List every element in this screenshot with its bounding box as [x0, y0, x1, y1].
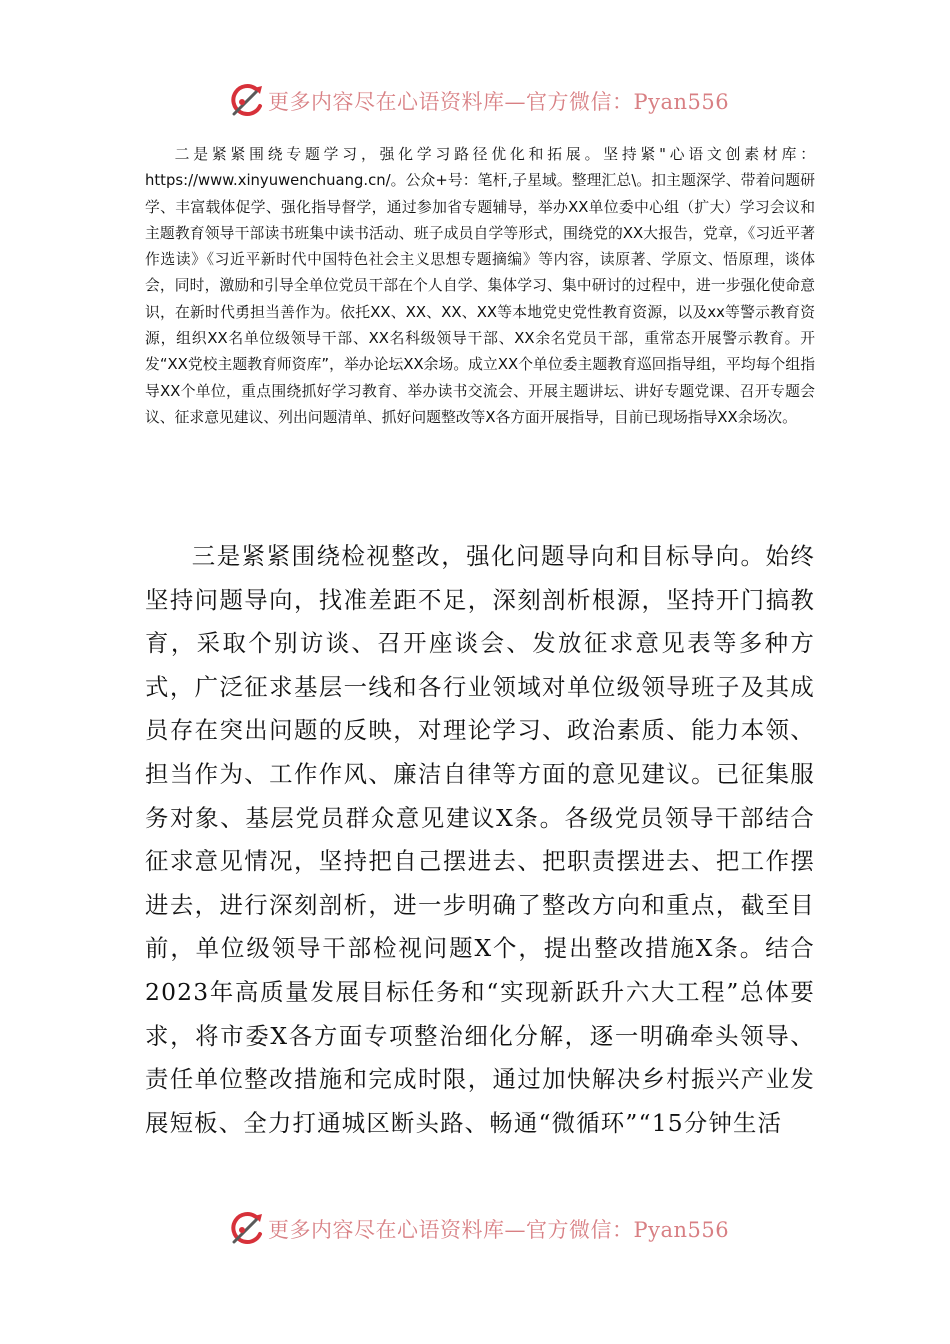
footer-banner-text: 更多内容尽在心语资料库—官方微信：Pyan556	[268, 1218, 730, 1242]
header-banner-text: 更多内容尽在心语资料库—官方微信：Pyan556	[268, 90, 730, 114]
pen-circle-logo-icon	[226, 82, 266, 120]
footer-watermark-banner	[0, 1208, 950, 1252]
header-watermark-banner	[0, 80, 950, 124]
paragraph-inspection-rectification: 三是紧紧围绕检视整改，强化问题导向和目标导向。始终坚持问题导向，找准差距不足，深刻剖析根源，坚持开门搞教育，采取个别访谈、召开座谈会、发放征求意见表等多种方式，广泛征求基层一线和各行业领域对单位级领导班子及其成员存在突出问题的反映，对理论学习、政治素质、能力本领、担当作为、工作作风、廉洁自律等方面的意见建议。已征集服务对象、基层党员群众意见建议X条。各级党员领导干部结合征求意见情况，坚持把自己摆进去、把职责摆进去、把工作摆进去，进行深刻剖析，进一步明确了整改方向和重点，截至目前，单位级领导干部检视问题X个，提出整改措施X条。结合2023年高质量发展目标任务和“实现新跃升六大工程”总体要求，将市委X各方面专项整治细化分解，逐一明确牵头领导、责任单位整改措施和完成时限，通过加快解决乡村振兴产业发展短板、全力打通城区断头路、畅通“微循环”“15分钟生活	[145, 542, 815, 1137]
pen-circle-logo-icon	[226, 1210, 266, 1248]
paragraph-topic-study: 二是紧紧围绕专题学习，强化学习路径优化和拓展。坚持紧"心语文创素材库：https://www.xinyuwenchuang.cn/。公众+号：笔杆,子星域。整理汇总\。扣主题深学、带着问题研学、丰富载体促学、强化指导督学，通过参加省专题辅导，举办XX单位委中心组（扩大）学习会议和主题教育领导干部读书班集中读书活动、班子成员自学等形式，围绕党的XX大报告，党章，《习近平著作选读》《习近平新时代中国特色社会主义思想专题摘编》等内容，读原著、学原文、悟原理，谈体会，同时，激励和引导全单位党员干部在个人自学、集体学习、集中研讨的过程中，进一步强化使命意识，在新时代勇担当善作为。依托XX、XX、XX、XX等本地党史党性教育资源，以及xx等警示教育资源，组织XX名单位级领导干部、XX名科级领导干部、XX余名党员干部，重常态开展警示教育。开发“XX党校主题教育师资库”，举办论坛XX余场。成立XX个单位委主题教育巡回指导组，平均每个组指导XX个单位，重点围绕抓好学习教育、举办读书交流会、开展主题讲坛、讲好专题党课、召开专题会议、征求意见建议、列出问题清单、抓好问题整改等X各方面开展指导，目前已现场指导XX余场次。	[145, 146, 815, 426]
